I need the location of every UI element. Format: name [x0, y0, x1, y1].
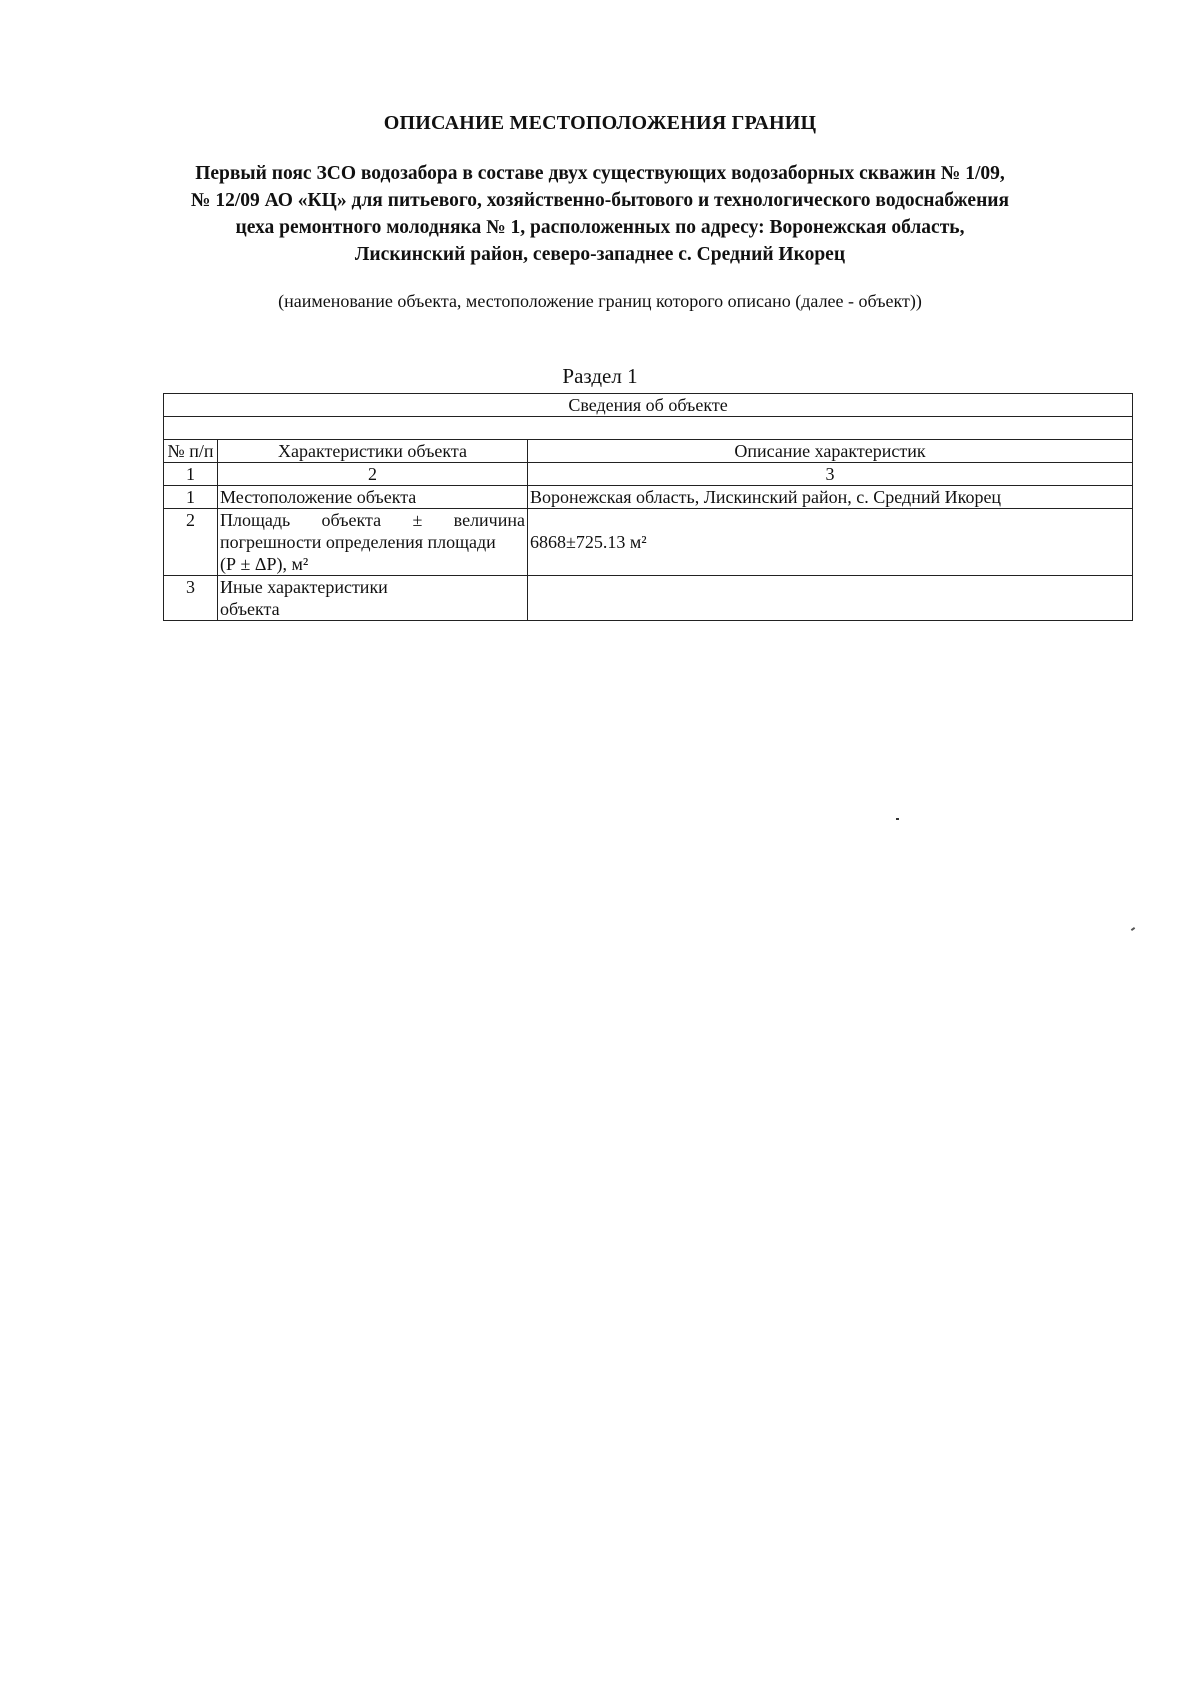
- table-caption-row: [164, 394, 1133, 417]
- row-description: 6868±725.13 м²: [528, 509, 1133, 576]
- row-characteristic-line: Площадь объекта ± величина: [220, 510, 525, 530]
- row-number: 3: [164, 576, 218, 621]
- row-characteristic-line: погрешности определения площади: [220, 532, 496, 552]
- row-characteristic-line: Иные характеристики: [220, 577, 388, 597]
- table-header-row: [164, 440, 1133, 463]
- row-description: [528, 576, 1133, 621]
- object-name-line: Лискинский район, северо-западнее с. Средний Икорец: [354, 244, 846, 265]
- table-numbering-row: [164, 463, 1133, 486]
- object-caption: (наименование объекта, местоположение границ которого описано (далее - объект)): [278, 291, 922, 311]
- row-number: 2: [164, 509, 218, 576]
- column-number: 2: [218, 463, 528, 486]
- object-info-table: [163, 393, 1133, 621]
- row-characteristic: [218, 509, 528, 576]
- row-characteristic-line: (Р ± ΔР), м²: [220, 554, 309, 574]
- scan-speck: [1131, 927, 1135, 931]
- table-caption: Сведения об объекте: [164, 394, 1133, 417]
- row-description: Воронежская область, Лискинский район, с. Средний Икорец: [528, 486, 1133, 509]
- row-characteristic: Местоположение объекта: [218, 486, 528, 509]
- table-row: [164, 576, 1133, 621]
- column-number: 1: [164, 463, 218, 486]
- column-number: 3: [528, 463, 1133, 486]
- table-empty-row: [164, 417, 1133, 440]
- object-name: [150, 160, 1050, 268]
- header-number: № п/п: [164, 440, 218, 463]
- object-name-line: цеха ремонтного молодняка № 1, расположенных по адресу: Воронежская область,: [235, 217, 965, 238]
- row-characteristic-line: объекта: [220, 599, 280, 619]
- table-row: [164, 486, 1133, 509]
- section-label: Раздел 1: [562, 364, 638, 388]
- header-characteristic: Характеристики объекта: [218, 440, 528, 463]
- object-name-line: Первый пояс ЗСО водозабора в составе двух существующих водозаборных скважин № 1/09,: [195, 163, 1005, 184]
- header-description: Описание характеристик: [528, 440, 1133, 463]
- row-characteristic: [218, 576, 528, 621]
- document-title: ОПИСАНИЕ МЕСТОПОЛОЖЕНИЯ ГРАНИЦ: [383, 112, 817, 134]
- object-name-line: № 12/09 АО «КЦ» для питьевого, хозяйственно-бытового и технологического водоснабжения: [190, 190, 1010, 211]
- row-number: 1: [164, 486, 218, 509]
- table-empty-cell: [164, 417, 1133, 440]
- table-row: [164, 509, 1133, 576]
- scan-speck: [896, 818, 899, 820]
